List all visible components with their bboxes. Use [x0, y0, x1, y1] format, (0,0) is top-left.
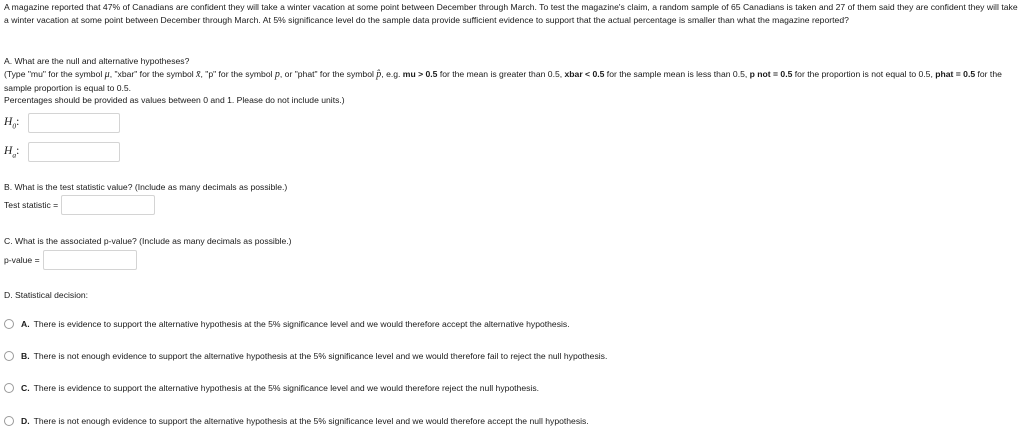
part-a-instructions: (Type "mu" for the symbol μ, "xbar" for the symbol x̄, "p" for the symbol p, or "phat" for the symbol p̂, e.g. mu > 0.5 for the mean is greater than 0.5, xbar < 0.5 for the sample mean is less than 0.5, p not = 0.5 for the proportion is not equal to 0.5, phat = 0.5 for the sample proportion is equal to 0.5. Percentages should be provided as values between 0 and 1. Please do not include units.): [4, 69, 1002, 105]
question-container: [4, 0, 1020, 27]
example-p: p not = 0.5: [749, 69, 793, 79]
null-hypothesis-row: [4, 112, 120, 134]
alternative-hypothesis-input[interactable]: [28, 142, 120, 162]
alternative-hypothesis-label: $H_a$:: [4, 144, 20, 160]
decision-option-d[interactable]: D. There is not enough evidence to support the alternative hypothesis at the 5% significance level and we would therefore accept the null hypothesis.: [4, 414, 589, 428]
part-d-title: D. Statistical decision:: [4, 290, 89, 300]
part-c-title: C. What is the associated p-value? (Include as many decimals as possible.): [4, 236, 292, 246]
part-b-title: B. What is the test statistic value? (Include as many decimals as possible.): [4, 182, 288, 192]
p-symbol: p: [274, 69, 280, 80]
radio-button[interactable]: [4, 351, 14, 361]
option-text: There is evidence to support the alternative hypothesis at the 5% significance level and we would therefore reject the null hypothesis.: [33, 383, 540, 393]
option-text: There is not enough evidence to support the alternative hypothesis at the 5% significance level and we would therefore accept the null hypothesis.: [33, 416, 589, 426]
phat-symbol: p̂: [376, 69, 382, 80]
null-hypothesis-input[interactable]: [28, 113, 120, 133]
xbar-symbol: x̄: [196, 69, 201, 80]
question-text: A magazine reported that 47% of Canadians are confident they will take a winter vacation at some point between December through March. To test the magazine's claim, a random sample of 65 Canadians is taken and 27 of them said they are confident they will take a winter vacation at some point between December through March. At 5% significance level do the sample data provide sufficient evidence to support that the actual percentage is smaller than what the magazine reported?: [4, 2, 1018, 25]
part-a-title: A. What are the null and alternative hypotheses?: [4, 56, 190, 66]
example-mu: mu > 0.5: [402, 69, 438, 79]
test-statistic-label: Test statistic =: [4, 200, 59, 210]
radio-button[interactable]: [4, 416, 14, 426]
option-text: There is evidence to support the alternative hypothesis at the 5% significance level and we would therefore accept the alternative hypothesis.: [33, 319, 570, 329]
option-text: There is not enough evidence to support the alternative hypothesis at the 5% significance level and we would therefore fail to reject the null hypothesis.: [33, 351, 608, 361]
decision-option-a[interactable]: A. There is evidence to support the alternative hypothesis at the 5% significance level and we would therefore accept the alternative hypothesis.: [4, 317, 570, 331]
decision-option-b[interactable]: B. There is not enough evidence to support the alternative hypothesis at the 5% significance level and we would therefore fail to reject the null hypothesis.: [4, 349, 607, 363]
p-value-input[interactable]: [43, 250, 137, 270]
units-note: Percentages should be provided as values between 0 and 1. Please do not include units.): [4, 95, 345, 105]
alternative-hypothesis-row: [4, 141, 120, 163]
radio-button[interactable]: [4, 383, 14, 393]
decision-option-c[interactable]: C. There is evidence to support the alternative hypothesis at the 5% significance level and we would therefore reject the null hypothesis.: [4, 381, 539, 395]
test-statistic-row: [4, 194, 155, 216]
p-value-row: [4, 249, 137, 271]
p-value-label: p-value =: [4, 255, 40, 265]
example-phat: phat = 0.5: [935, 69, 976, 79]
radio-button[interactable]: [4, 319, 14, 329]
null-hypothesis-label: $H_0$:: [4, 115, 20, 131]
test-statistic-input[interactable]: [61, 195, 155, 215]
mu-symbol: μ: [104, 69, 110, 80]
example-xbar: xbar < 0.5: [564, 69, 605, 79]
